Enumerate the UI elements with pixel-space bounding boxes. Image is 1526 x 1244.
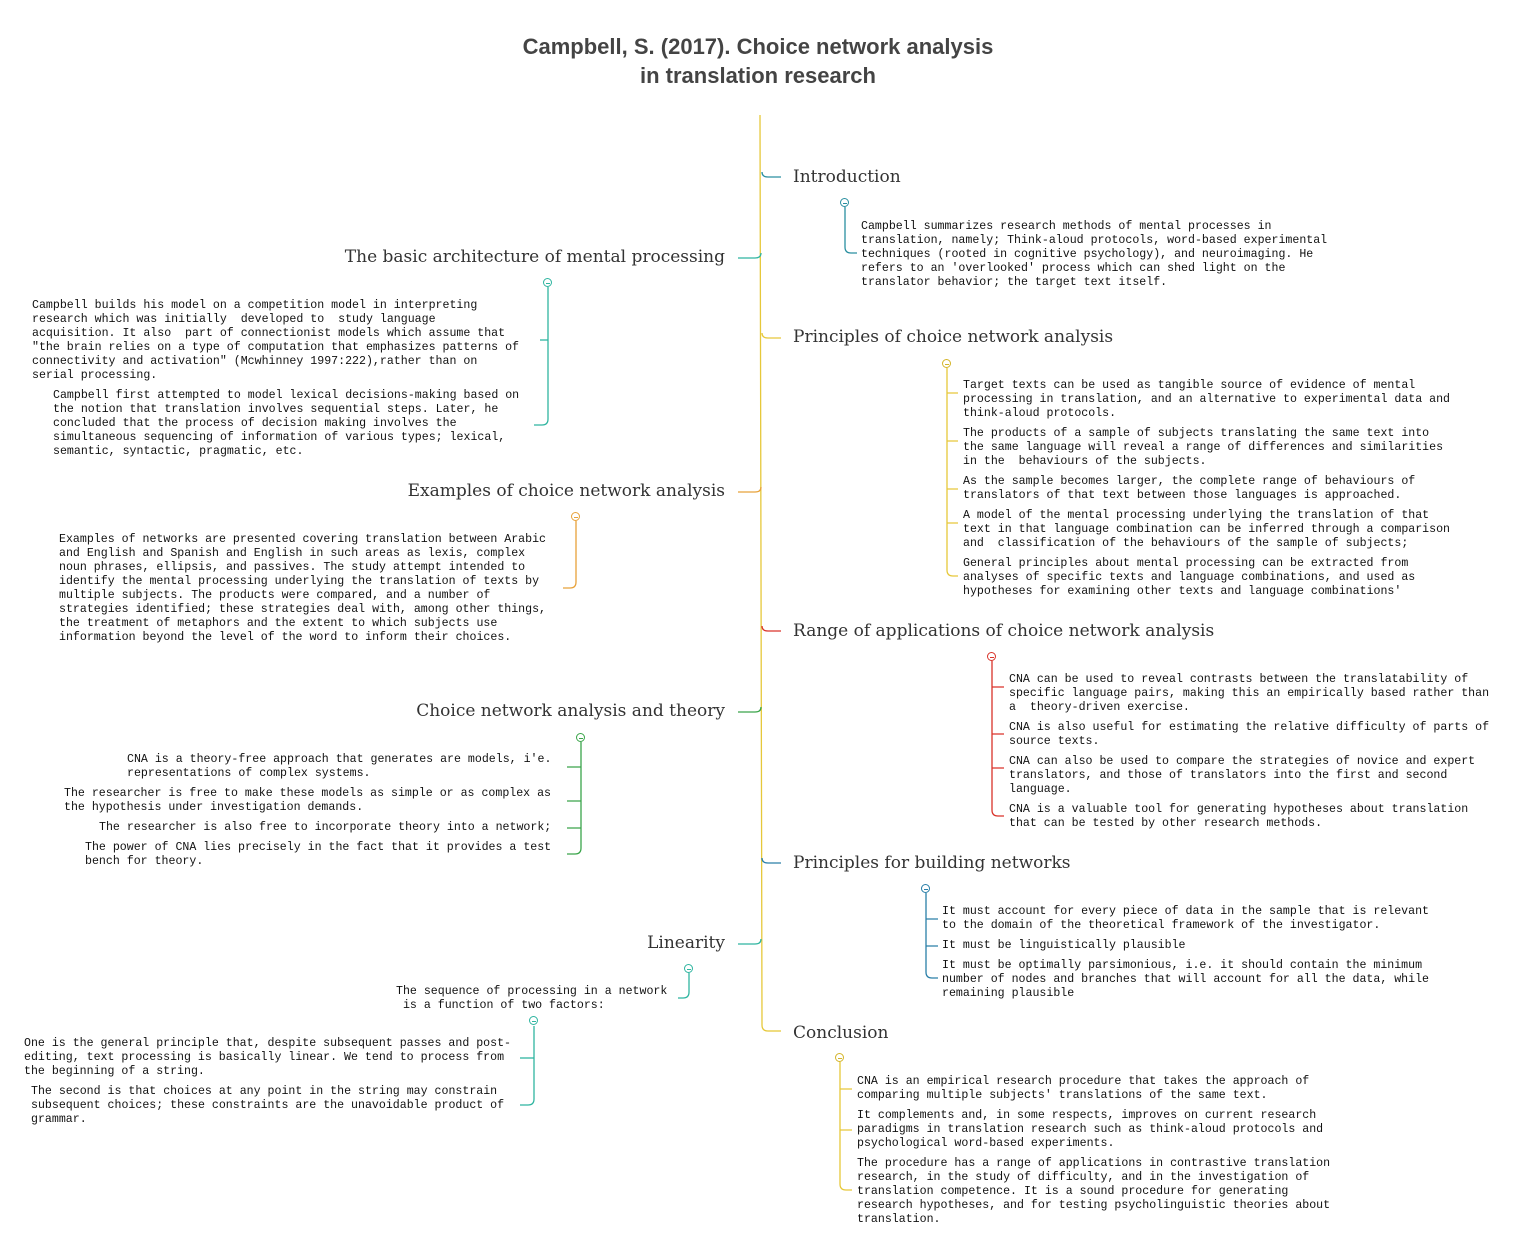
branch-building (762, 858, 781, 863)
note-range-2: CNA is also useful for estimating the relative difficulty of parts of source texts. (1009, 721, 1490, 748)
topic-linearity[interactable]: Linearity (647, 933, 725, 953)
note-linearity-sub: The sequence of processing in a network is a function of two factors: (396, 985, 668, 1012)
note-principles-5: General principles about mental processing can be extracted from analyses of specific texts and language combinations, and used as hypotheses for examining other texts and language combinations' (963, 557, 1416, 598)
collapse-toggle-linearity-sub[interactable] (529, 1016, 538, 1025)
note-conclusion-2: It complements and, in some respects, improves on current research paradigms in translation research such as think-aloud protocols and psychological word-based experiments. (857, 1109, 1324, 1150)
collapse-toggle-introduction[interactable] (840, 198, 849, 207)
topic-theory[interactable]: Choice network analysis and theory (416, 701, 725, 721)
central-trunk (760, 115, 768, 1031)
note-range-4: CNA is a valuable tool for generating hypotheses about translation that can be tested by other research methods. (1009, 803, 1469, 830)
map-title-line1: Campbell, S. (2017). Choice network analysis (522, 34, 994, 59)
topic-examples[interactable]: Examples of choice network analysis (407, 481, 725, 501)
note-principles-1: Target texts can be used as tangible source of evidence of mental processing in translation, and an alternative to experimental data and think-aloud protocols. (963, 379, 1451, 420)
topic-building[interactable]: Principles for building networks (793, 853, 1071, 873)
branch-linearity (738, 939, 761, 944)
topic-range[interactable]: Range of applications of choice network analysis (793, 621, 1215, 641)
note-examples-1: Examples of networks are presented covering translation between Arabic and English and Spanish and English in such areas as lexis, complex noun phrases, ellipsis, and passives. The study attempt intended to identify the mental processing underlying the translation of texts by multiple subjects. The products were compared, and a number of strategies identified; these strategies deal with, among other things, the treatment of metaphors and the extent to which subjects use information beyond the level of the word to inform their choices. (59, 533, 547, 644)
collapse-toggle-architecture[interactable] (543, 278, 552, 287)
topic-introduction[interactable]: Introduction (793, 167, 901, 187)
note-range-3: CNA can also be used to compare the strategies of novice and expert translators, and those of translators into the first and second language. (1009, 755, 1476, 796)
branch-introduction (762, 172, 781, 177)
note-introduction-1: Campbell summarizes research methods of mental processes in translation, namely; Think-aloud protocols, word-based experimental techniques (rooted in cognitive psychology), and neuroimaging. He refers to an 'overlooked' process which can shed light on the translator behavior; the target text itself. (861, 220, 1328, 289)
note-theory-4: The power of CNA lies precisely in the fact that it provides a test bench for theory. (85, 841, 552, 868)
map-title (400, 32, 1116, 90)
note-range-1: CNA can be used to reveal contrasts between the translatability of specific language pairs, making this an empirically based rather than a theory-driven exercise. (1009, 673, 1490, 714)
note-principles-4: A model of the mental processing underlying the translation of that text in that language combination can be inferred through a comparison and classification of the behaviours of the sample of subjects; (963, 509, 1451, 550)
note-architecture-1: Campbell builds his model on a competition model in interpreting research which was initially developed to study language acquisition. It also part of connectionist models which assume that "the brain relies on a type of computation that emphasizes patterns of connectivity and activation" (Mcwhinney 1997:222),rather than on serial processing. (32, 299, 520, 382)
branch-examples (738, 487, 761, 492)
collapse-toggle-range[interactable] (987, 652, 996, 661)
collapse-toggle-principles[interactable] (942, 359, 951, 368)
topic-principles[interactable]: Principles of choice network analysis (793, 327, 1114, 347)
topic-conclusion[interactable]: Conclusion (793, 1023, 889, 1043)
collapse-toggle-examples[interactable] (571, 512, 580, 521)
note-architecture-2: Campbell first attempted to model lexical decisions-making based on the notion that translation involves sequential steps. Later, he concluded that the process of decision making involves the simultaneous sequencing of information of various types; lexical, semantic, syntactic, pragmatic, etc. (53, 389, 520, 458)
branch-theory (738, 707, 761, 712)
collapse-toggle-theory[interactable] (576, 733, 585, 742)
map-title-line2: in translation research (640, 63, 876, 88)
branch-principles (762, 333, 781, 338)
note-building-1: It must account for every piece of data in the sample that is relevant to the domain of the theoretical framework of the investigator. (942, 905, 1430, 932)
note-conclusion-3: The procedure has a range of applications in contrastive translation research, in the study of difficulty, and in the investigation of translation competence. It is a sound procedure for generating research hypotheses, and for testing psycholinguistic theories about translation. (857, 1157, 1331, 1226)
topic-architecture[interactable]: The basic architecture of mental processing (344, 247, 725, 267)
note-linearity-1: One is the general principle that, despite subsequent passes and post- editing, text processing is basically linear. We tend to process from the beginning of a string. (24, 1037, 512, 1078)
branch-architecture (738, 253, 761, 258)
note-theory-1: CNA is a theory-free approach that generates are models, i'e. representations of complex systems. (127, 753, 552, 780)
note-principles-2: The products of a sample of subjects translating the same text into the same language will reveal a range of differences and similarities in the behaviours of the subjects. (963, 427, 1444, 468)
collapse-toggle-building[interactable] (921, 884, 930, 893)
note-theory-3: The researcher is also free to incorporate theory into a network; (99, 821, 552, 834)
note-building-3: It must be optimally parsimonious, i.e. it should contain the minimum number of nodes and branches that will account for all the data, while remaining plausible (942, 959, 1430, 1000)
note-principles-3: As the sample becomes larger, the complete range of behaviours of translators of that text between those languages is approached. (963, 475, 1416, 502)
note-linearity-2: The second is that choices at any point in the string may constrain subsequent choices; these constraints are the unavoidable product of grammar. (31, 1085, 505, 1126)
branch-range (762, 626, 781, 631)
note-conclusion-1: CNA is an empirical research procedure that takes the approach of comparing multiple subjects' translations of the same text. (857, 1075, 1310, 1102)
note-theory-2: The researcher is free to make these models as simple or as complex as the hypothesis under investigation demands. (64, 787, 552, 814)
collapse-toggle-conclusion[interactable] (835, 1053, 844, 1062)
collapse-toggle-linearity[interactable] (684, 964, 693, 973)
note-building-2: It must be linguistically plausible (942, 939, 1186, 952)
